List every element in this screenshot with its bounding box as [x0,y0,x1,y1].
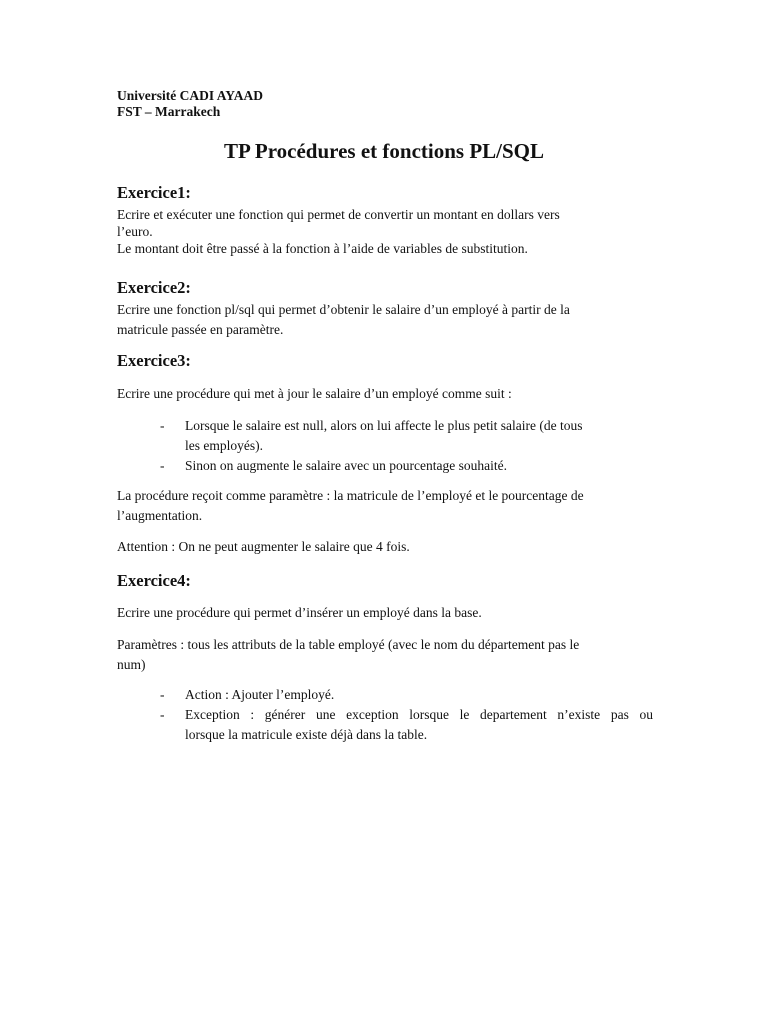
exercise-1-heading: Exercice1: [117,183,191,202]
list-item [160,705,653,745]
list-item-line: Action : Ajouter l’employé. [185,687,335,702]
exercise-2-line: matricule passée en paramètre. [117,322,284,337]
exercise-1-line: Le montant doit être passé à la fonction à l’aide de variables de substitution. [117,241,528,256]
exercise-1-line: Ecrire et exécuter une fonction qui permet de convertir un montant en dollars vers [117,207,560,222]
exercise-2-heading: Exercice2: [117,278,191,297]
exercise-3-parameters [117,486,653,526]
list-item [160,456,653,476]
bullet-marker: - [160,687,165,702]
paragraph-line: num) [117,657,146,672]
exercise-3-attention: Attention : On ne peut augmenter le salaire que 4 fois. [117,539,410,554]
exercise-4-heading: Exercice4: [117,571,191,590]
paragraph-line: La procédure reçoit comme paramètre : la matricule de l’employé et le pourcentage de [117,488,584,503]
page-title: TP Procédures et fonctions PL/SQL [223,139,545,163]
exercise-4-parameters [117,635,653,675]
list-item-line: les employés). [185,438,263,453]
list-item-line: lorsque la matricule existe déjà dans la table. [185,727,428,742]
bullet-marker: - [160,418,165,433]
university-name: Université CADI AYAAD [117,88,264,103]
exercise-2-text [117,300,653,340]
paragraph-line: Paramètres : tous les attributs de la table employé (avec le nom du département pas le [117,637,580,652]
list-item-line: Exception : générer une exception lorsque le departement n’existe pas ou [185,707,653,722]
exercise-3-intro: Ecrire une procédure qui met à jour le salaire d’un employé comme suit : [117,386,512,401]
exercise-4-intro: Ecrire une procédure qui permet d’insérer un employé dans la base. [117,605,482,620]
document-header [117,88,263,120]
list-item [160,685,653,705]
bullet-marker: - [160,707,165,722]
bullet-marker: - [160,458,165,473]
exercise-2-line: Ecrire une fonction pl/sql qui permet d’obtenir le salaire d’un employé à partir de la [117,302,570,317]
list-item [160,416,653,456]
list-item-line: Sinon on augmente le salaire avec un pourcentage souhaité. [185,458,508,473]
exercise-1-text [117,206,653,257]
exercise-1-line: l’euro. [117,224,153,239]
faculty-name: FST – Marrakech [117,104,221,119]
list-item-line: Lorsque le salaire est null, alors on lui affecte le plus petit salaire (de tous [185,418,583,433]
exercise-3-heading: Exercice3: [117,351,191,370]
paragraph-line: l’augmentation. [117,508,203,523]
